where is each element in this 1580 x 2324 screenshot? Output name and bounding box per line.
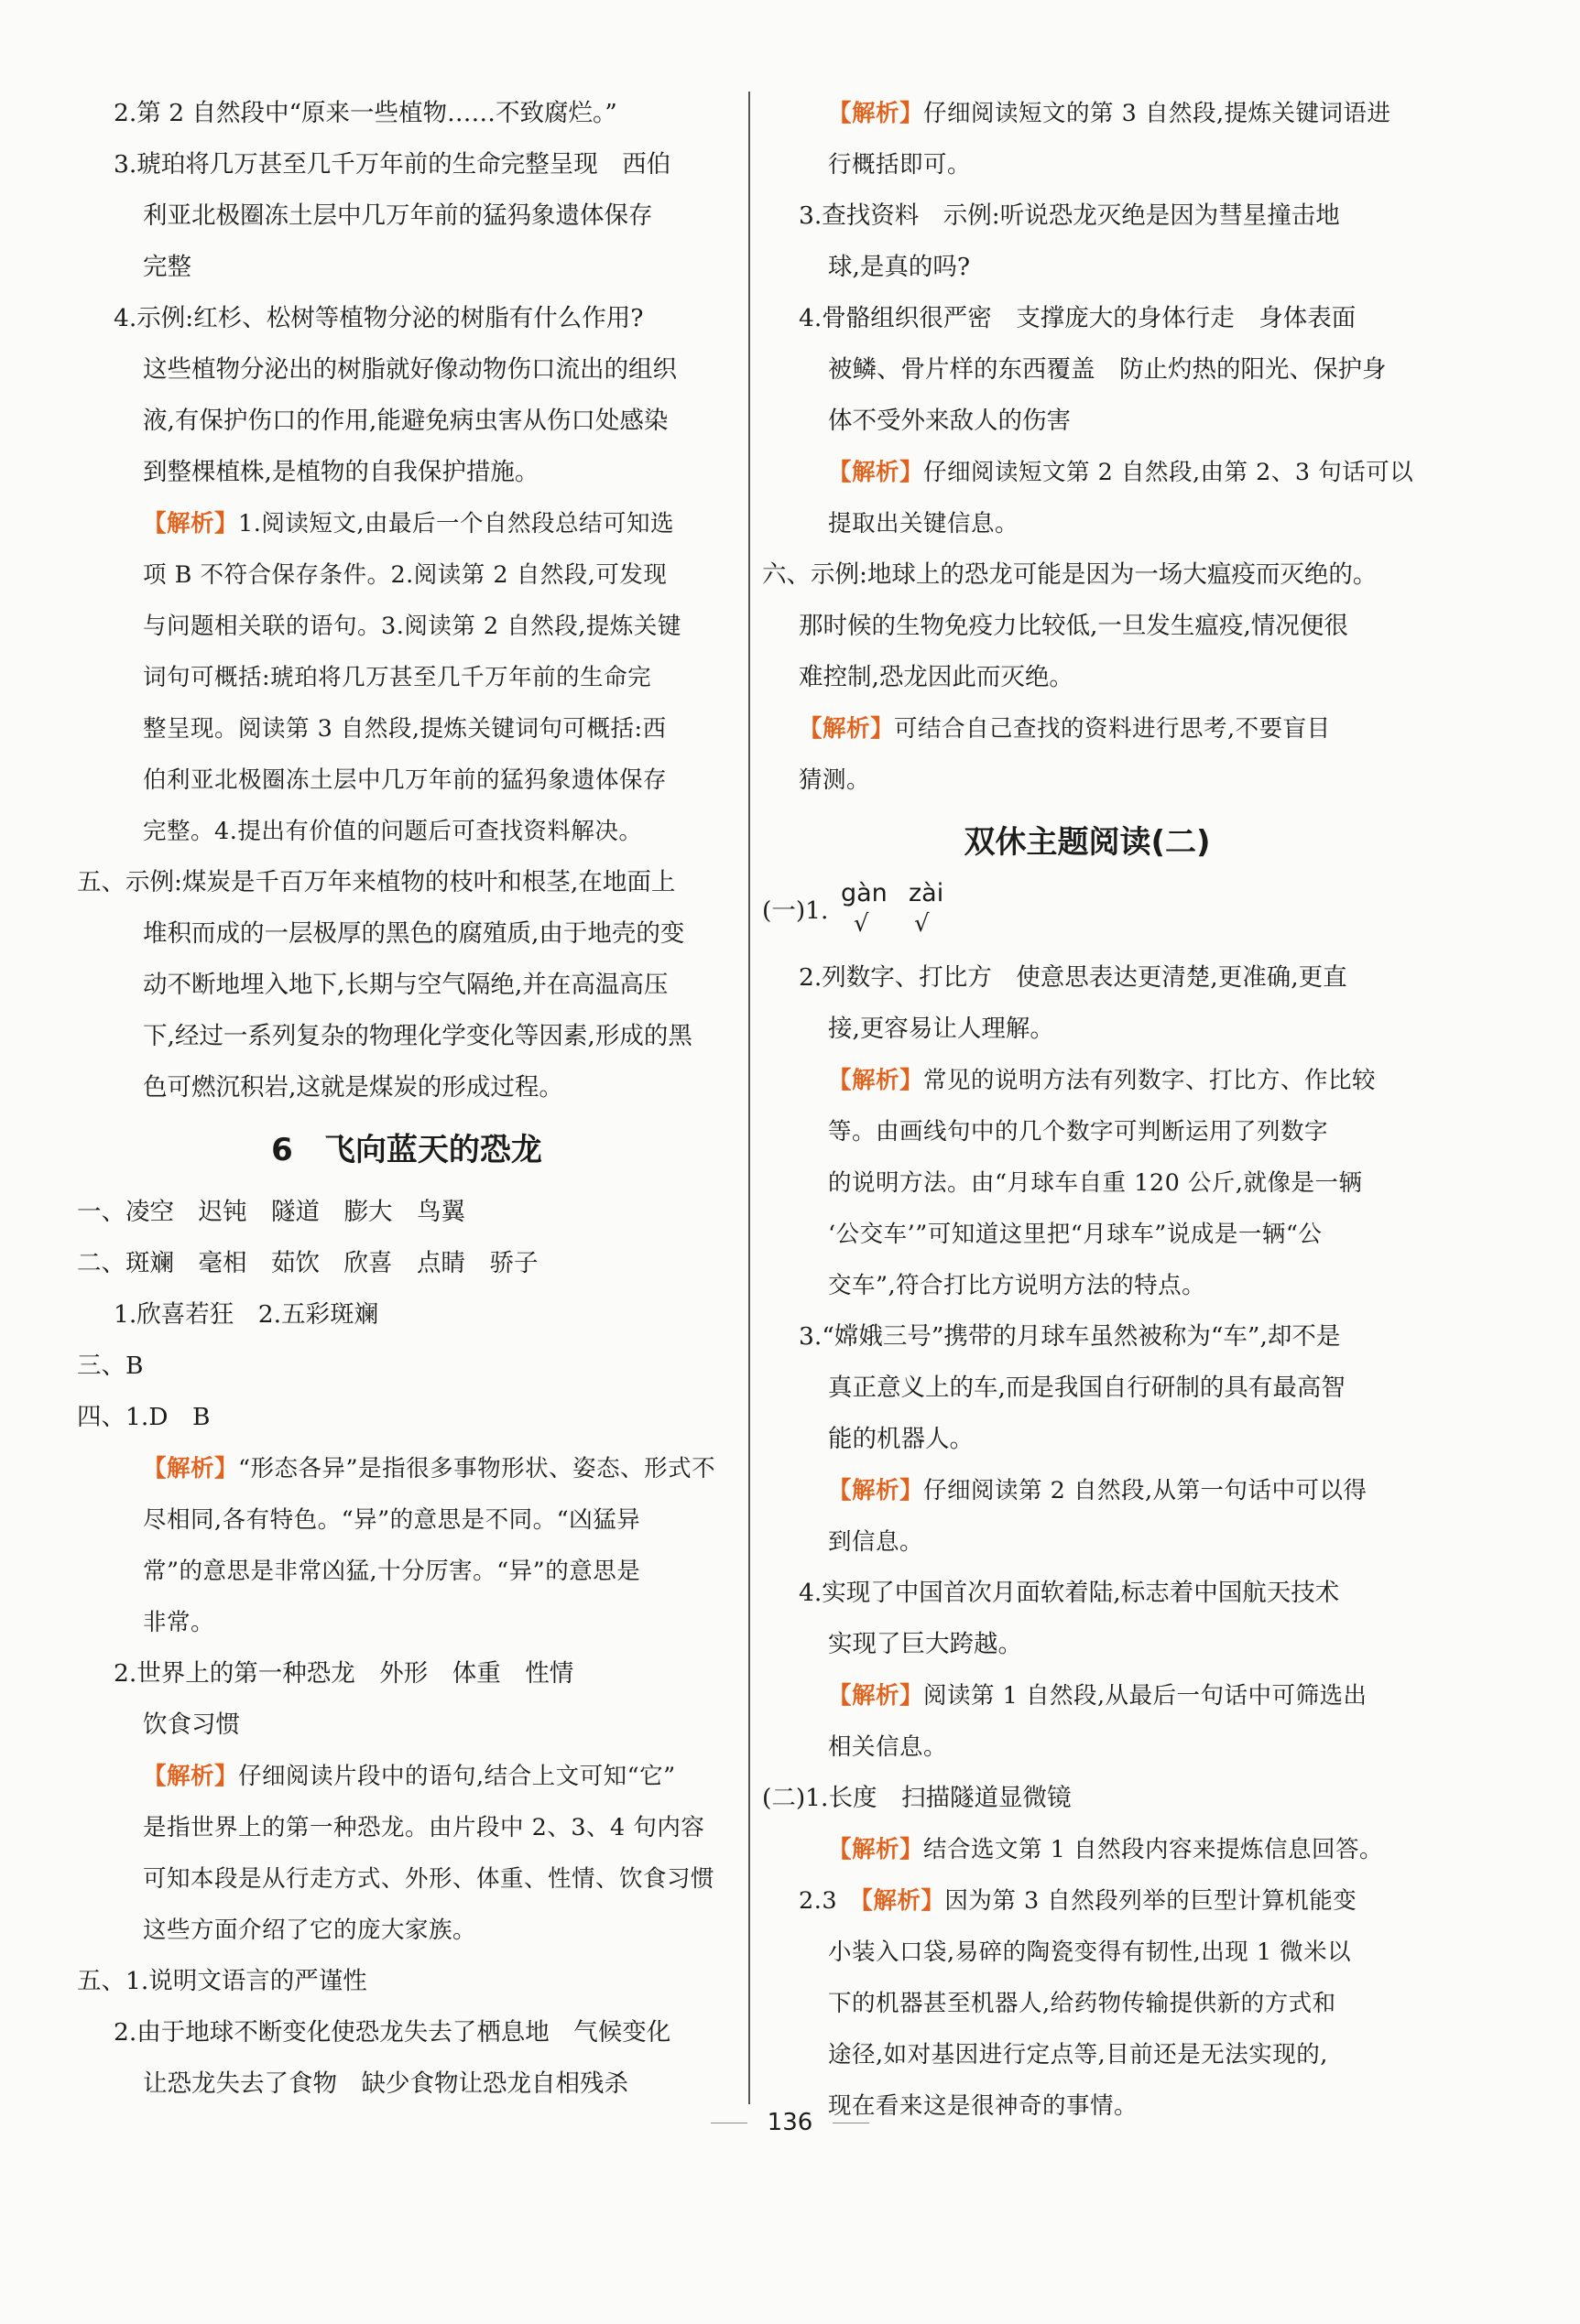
answer-line: 堆积而成的一层极厚的黑色的腐殖质,由于地壳的变 [143,919,685,948]
analysis-line: 整呈现。阅读第 3 自然段,提炼关键词句可概括:西 [143,715,667,743]
analysis-line: 【解析】仔细阅读第 2 自然段,从第一句话中可以得 [828,1477,1368,1504]
analysis-line: 【解析】可结合自己查找的资料进行思考,不要盲目 [799,715,1331,743]
answer-line: 实现了巨大跨越。 [828,1630,1022,1658]
answer-line: 五、示例:煤炭是千百万年来植物的枝叶和根茎,在地面上 [77,868,676,896]
column-divider [748,92,750,2104]
answer-line: 二、斑斓 毫相 茹饮 欣喜 点睛 骄子 [77,1249,539,1277]
answer-line: 难控制,恐龙因此而灭绝。 [799,663,1073,691]
analysis-line: 【解析】仔细阅读短文的第 3 自然段,提炼关键词语进 [828,100,1391,127]
analysis-line: 小装入口袋,易碎的陶瓷变得有韧性,出现 1 微米以 [828,1938,1352,1966]
analysis-line: 【解析】常见的说明方法有列数字、打比方、作比较 [828,1067,1377,1094]
answer-line: 到整棵植株,是植物的自我保护措施。 [143,458,539,486]
analysis-line: 可知本段是从行走方式、外形、体重、性情、饮食习惯 [143,1865,715,1893]
analysis-line: 项 B 不符合保存条件。2.阅读第 2 自然段,可发现 [143,561,668,589]
answer-line: 2.世界上的第一种恐龙 外形 体重 性情 [114,1659,574,1688]
analysis-line: 常”的意思是非常凶猛,十分厉害。“异”的意思是 [143,1558,641,1585]
answer-line: 4.实现了中国首次月面软着陆,标志着中国航天技术 [799,1579,1340,1607]
analysis-line: 词句可概括:琥珀将几万甚至几千万年前的生命完 [143,664,652,691]
analysis-line: 到信息。 [828,1528,924,1556]
analysis-line: 行概括即可。 [828,151,972,179]
analysis-tag: 【解析】 [799,715,895,743]
answer-line: 能的机器人。 [828,1425,974,1453]
analysis-line: ‘公交车’”可知道这里把“月球车”说成是一辆“公 [828,1221,1323,1248]
answer-line: 五、1.说明文语言的严谨性 [77,1967,367,1995]
answer-line: 1.欣喜若狂 2.五彩斑斓 [114,1300,379,1329]
answer-line: 3.“嫦娥三号”携带的月球车虽然被称为“车”,却不是 [799,1322,1341,1351]
analysis-tag: 【解析】 [143,1763,239,1790]
answer-line: 4.骨骼组织很严密 支撑庞大的身体行走 身体表面 [799,304,1357,332]
answer-line: 2.第 2 自然段中“原来一些植物……不致腐烂。” [114,99,617,127]
answer-line: 利亚北极圈冻土层中几万年前的猛犸象遗体保存 [143,201,653,230]
analysis-line: 非常。 [143,1609,215,1636]
answer-line: 完整 [143,253,191,281]
analysis-tag: 【解析】 [828,1836,924,1863]
pinyin-answer [762,879,1412,952]
answer-line: 3.琥珀将几万甚至几千万年前的生命完整呈现 西伯 [114,150,671,179]
analysis-line: 尽相同,各有特色。“异”的意思是不同。“凶猛异 [143,1506,641,1534]
pinyin-zai: zài [909,879,944,907]
answer-line: 一、凌空 迟钝 隧道 膨大 鸟翼 [77,1198,465,1226]
analysis-line: 的说明方法。由“月球车自重 120 公斤,就像是一辆 [828,1169,1363,1197]
analysis-tag: 【解析】 [861,1887,945,1915]
answer-line: 让恐龙失去了食物 缺少食物让恐龙自相残杀 [143,2069,628,2098]
analysis-line: 伯利亚北极圈冻土层中几万年前的猛犸象遗体保存 [143,766,668,794]
analysis-line: 等。由画线句中的几个数字可判断运用了列数字 [828,1118,1329,1146]
analysis-tag: 【解析】 [828,100,924,127]
analysis-line: 现在看来这是很神奇的事情。 [828,2092,1139,2120]
analysis-tag: 【解析】 [143,510,239,538]
analysis-line: 这些方面介绍了它的庞大家族。 [143,1917,477,1944]
analysis-line: 【解析】阅读第 1 自然段,从最后一句话中可筛选出 [828,1682,1368,1710]
question-label: (一)1. [762,896,829,925]
analysis-line: 途径,如对基因进行定点等,目前还是无法实现的, [828,2041,1328,2069]
analysis-line: 【解析】结合选文第 1 自然段内容来提炼信息回答。 [828,1836,1383,1863]
analysis-line: 相关信息。 [828,1733,948,1761]
analysis-tag: 【解析】 [828,1067,924,1094]
left-column [77,88,736,2110]
analysis-tag: 【解析】 [828,459,924,486]
analysis-line: 交车”,符合打比方说明方法的特点。 [828,1272,1206,1299]
answer-line: (二)1.长度 扫描隧道显微镜 [762,1784,1072,1812]
analysis-line: 完整。4.提出有价值的问题后可查找资料解决。 [143,818,643,845]
answer-line: 饮食习惯 [143,1710,240,1739]
answer-line: 下,经过一系列复杂的物理化学变化等因素,形成的黑 [143,1022,692,1050]
pinyin-gan: gàn [841,879,888,907]
answer-line: 4.示例:红杉、松树等植物分泌的树脂有什么作用? [114,304,644,332]
analysis-tag: 【解析】 [828,1682,924,1710]
answer-line: 被鳞、骨片样的东西覆盖 防止灼热的阳光、保护身 [828,355,1387,384]
answer-line: 六、示例:地球上的恐龙可能是因为一场大瘟疫而灭绝的。 [762,560,1378,589]
answer-line: 三、B [77,1352,144,1380]
answer-line: 色可燃沉积岩,这就是煤炭的形成过程。 [143,1073,563,1102]
analysis-line: 下的机器甚至机器人,给药物传输提供新的方式和 [828,1990,1336,2017]
right-column [762,88,1412,2132]
analysis-line: 提取出关键信息。 [828,510,1019,538]
analysis-line: 是指世界上的第一种恐龙。由片段中 2、3、4 句内容 [143,1814,705,1841]
analysis-line: 【解析】1.阅读短文,由最后一个自然段总结可知选 [143,510,674,538]
answer-line: 真正意义上的车,而是我国自行研制的具有最高智 [828,1374,1346,1402]
section-title-weekend-reading: 双休主题阅读(二) [964,824,1211,861]
answer-line: 体不受外来敌人的伤害 [828,407,1071,435]
answer-line: 2.列数字、打比方 使意思表达更清楚,更准确,更直 [799,963,1347,992]
page-number: 136 [767,2109,813,2136]
answer-line: 这些植物分泌出的树脂就好像动物伤口流出的组织 [143,355,677,384]
section-title-lesson-6: 6 飞向蓝天的恐龙 [271,1132,542,1168]
analysis-line: 2.3 【解析】因为第 3 自然段列举的巨型计算机能变 [799,1887,1357,1915]
answer-line: 3.查找资料 示例:听说恐龙灭绝是因为彗星撞击地 [799,201,1340,230]
analysis-line: 与问题相关联的语句。3.阅读第 2 自然段,提炼关键 [143,613,681,640]
analysis-line: 【解析】仔细阅读短文第 2 自然段,由第 2、3 句话可以 [828,459,1414,486]
answer-line: 动不断地埋入地下,长期与空气隔绝,并在高温高压 [143,971,669,999]
analysis-line: 猜测。 [799,766,871,794]
answer-line: 2.由于地球不断变化使恐龙失去了栖息地 气候变化 [114,2018,671,2047]
answer-line: 接,更容易让人理解。 [828,1015,1054,1043]
answer-line: 四、1.D B [77,1403,211,1431]
answer-line: 球,是真的吗? [828,253,971,281]
analysis-line: 【解析】仔细阅读片段中的语句,结合上文可知“它” [143,1763,676,1790]
check-mark-icon: √ [854,910,869,938]
answer-line: 那时候的生物免疫力比较低,一旦发生瘟疫,情况便很 [799,612,1348,640]
analysis-line: 【解析】“形态各异”是指很多事物形状、姿态、形式不 [143,1455,716,1482]
page-footer [0,2109,1580,2136]
analysis-tag: 【解析】 [828,1477,924,1504]
answer-line: 液,有保护伤口的作用,能避免病虫害从伤口处感染 [143,407,669,435]
check-mark-icon: √ [914,910,930,938]
analysis-tag: 【解析】 [143,1455,239,1482]
